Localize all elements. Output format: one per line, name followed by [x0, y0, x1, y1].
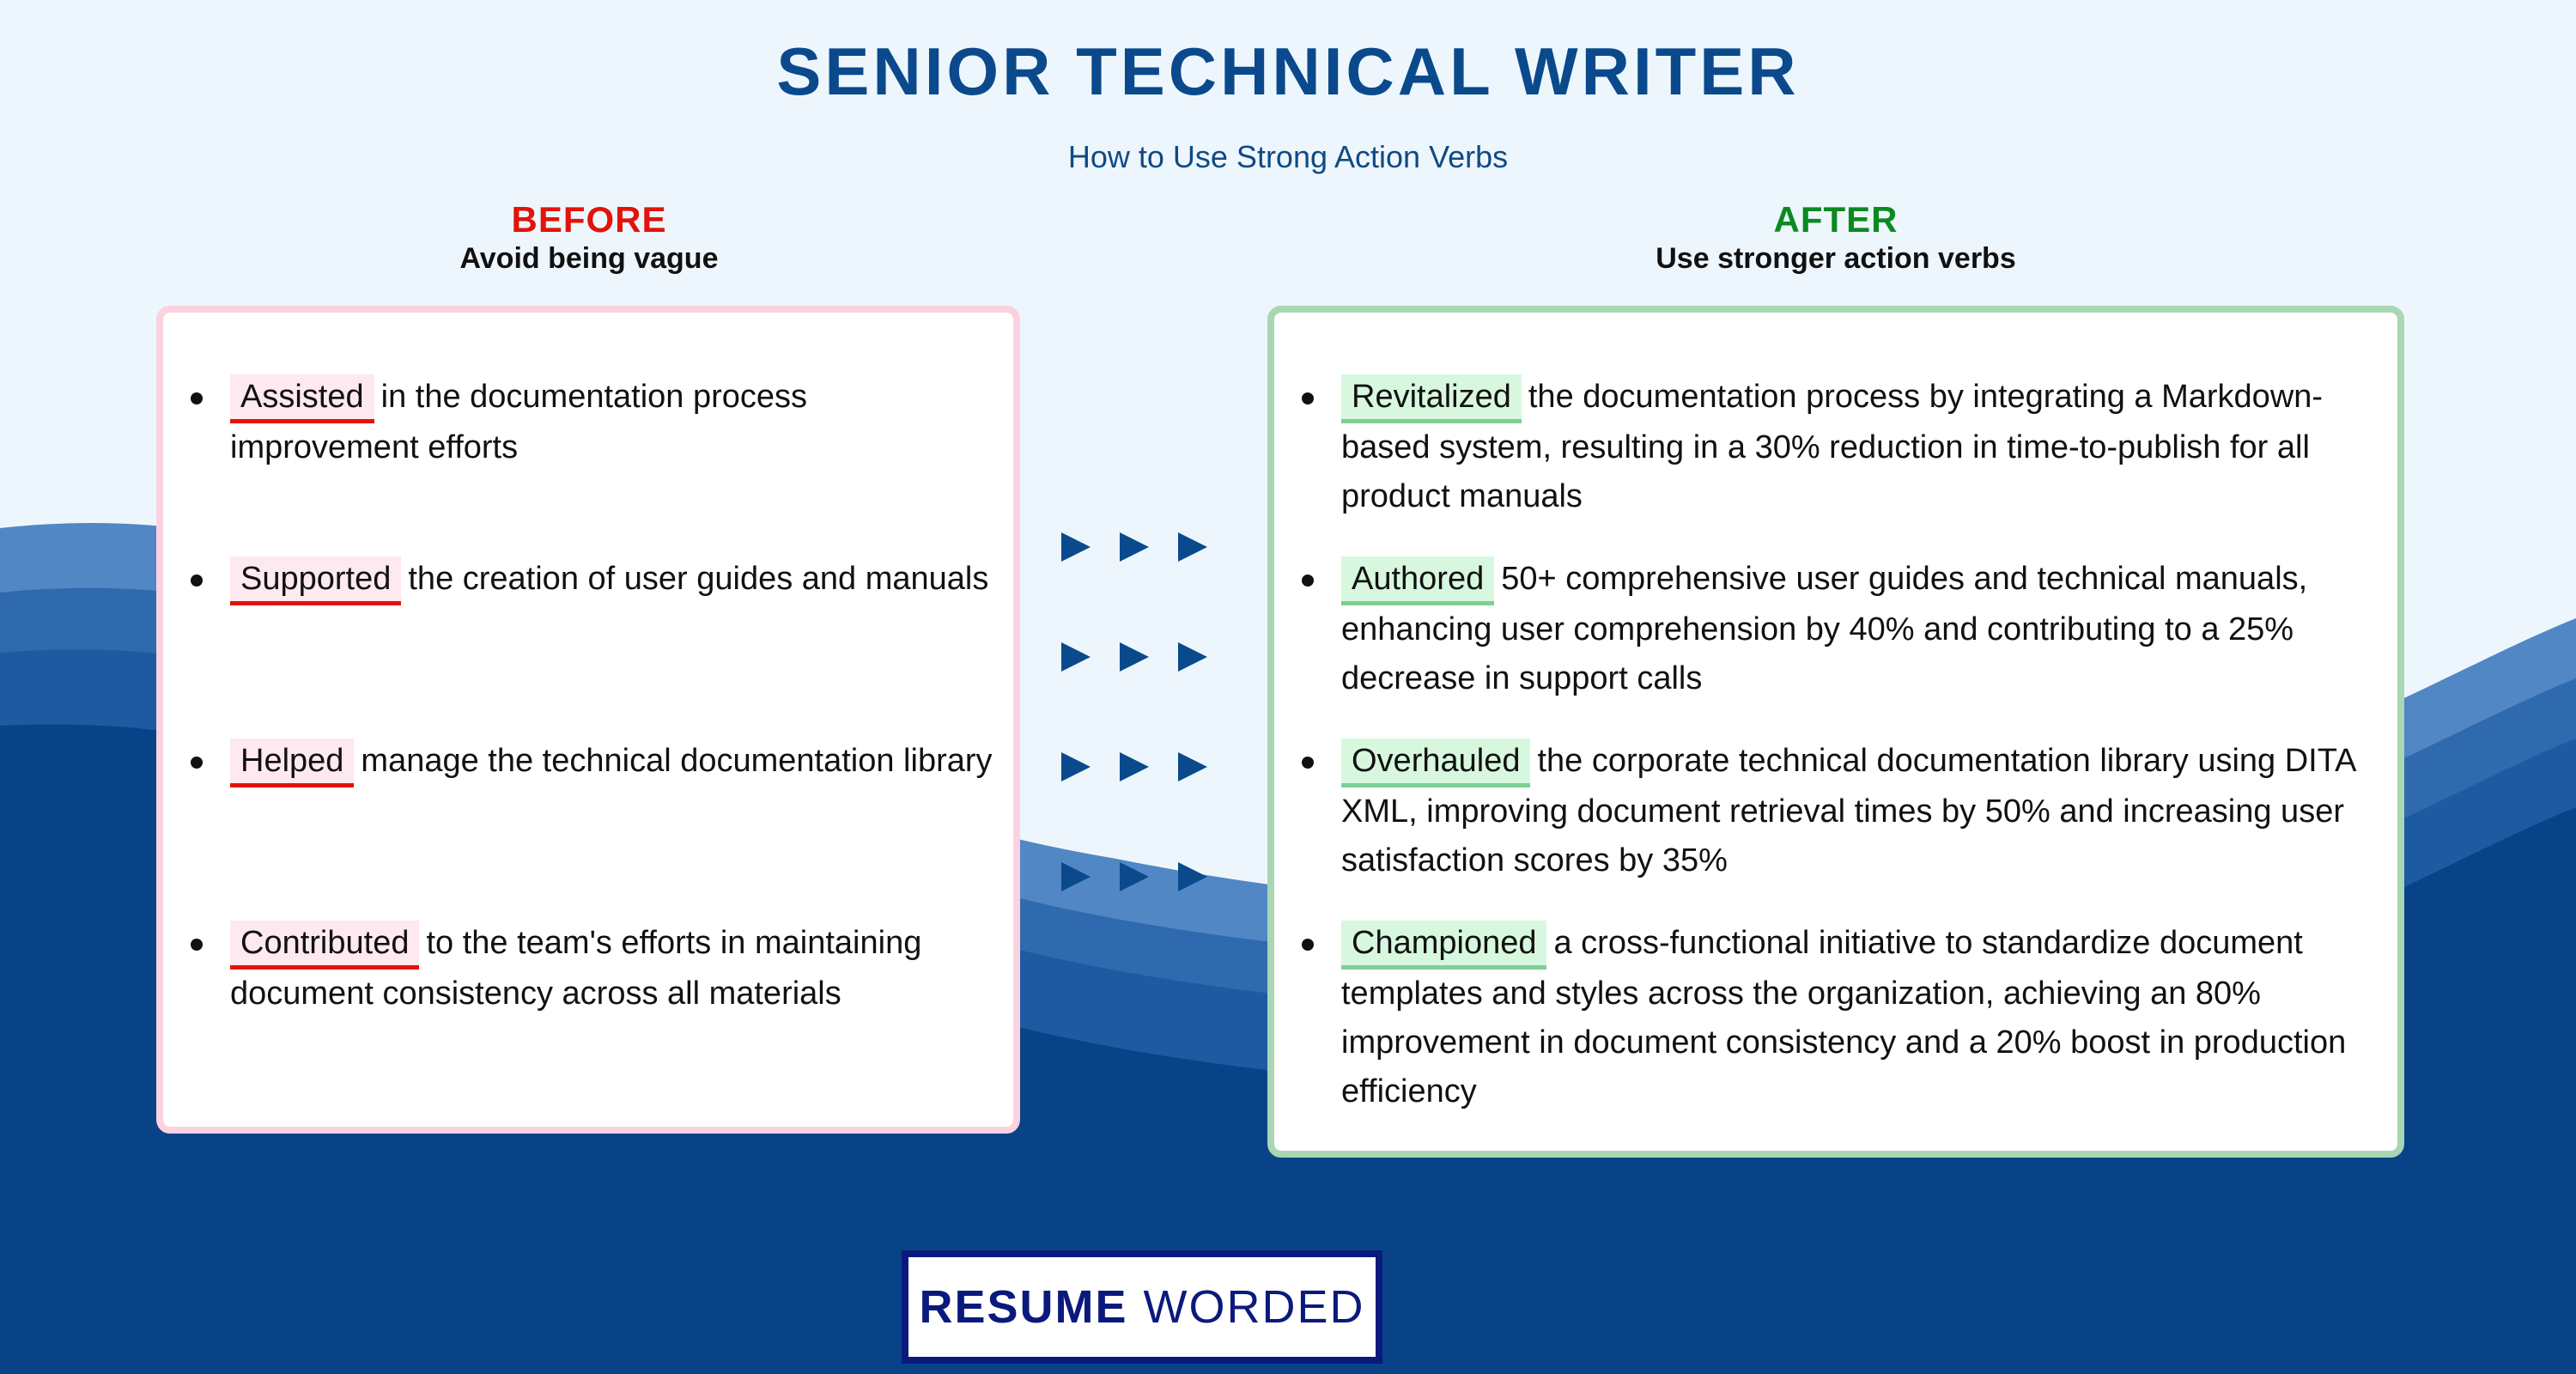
after-item: [1298, 555, 2363, 737]
before-item: [187, 373, 996, 555]
arrow-group: [1061, 642, 1207, 672]
weak-verb: Helped: [230, 739, 354, 787]
bullet-icon: [191, 392, 203, 404]
before-item: [187, 555, 996, 737]
bullet-icon: [1302, 757, 1314, 769]
arrow-right-icon: [1061, 532, 1091, 562]
logo-light-text: WORDED: [1143, 1281, 1365, 1333]
bullet-icon: [191, 757, 203, 769]
before-item-text: to the team's efforts in maintaining document consistency across all materials: [230, 925, 922, 1012]
before-card: [156, 306, 1020, 1134]
arrow-right-icon: [1061, 642, 1091, 672]
before-header: [158, 199, 1020, 276]
strong-verb: Overhauled: [1341, 739, 1530, 787]
strong-verb: Revitalized: [1341, 374, 1522, 423]
strong-verb: Authored: [1341, 556, 1494, 605]
arrow-right-icon: [1178, 532, 1207, 562]
after-subtitle: Use stronger action verbs: [1656, 242, 2016, 275]
arrow-group: [1061, 532, 1207, 562]
arrow-right-icon: [1120, 862, 1149, 891]
before-item-text: the creation of user guides and manuals: [408, 561, 989, 597]
bullet-icon: [191, 575, 203, 587]
arrow-right-icon: [1061, 862, 1091, 891]
bullet-icon: [1302, 575, 1314, 587]
after-item-text: a cross-functional initiative to standardize document templates and styles across the organization, achieving an 80% improvement in document consistency and a 20% boost in production efficiency: [1341, 925, 2347, 1110]
arrow-right-icon: [1061, 752, 1091, 781]
arrow-right-icon: [1120, 752, 1149, 781]
weak-verb: Supported: [230, 556, 401, 605]
weak-verb: Assisted: [230, 374, 374, 423]
arrow-group: [1061, 752, 1207, 781]
weak-verb: Contributed: [230, 921, 419, 970]
arrow-right-icon: [1178, 752, 1207, 781]
before-item-text: manage the technical documentation library: [361, 743, 993, 779]
arrow-right-icon: [1178, 862, 1207, 891]
bullet-icon: [191, 939, 203, 951]
before-label: BEFORE: [511, 199, 667, 240]
before-item: [187, 737, 996, 919]
after-item-text: the documentation process by integrating a Markdown-based system, resulting in a 30% reduction in time-to-publish for all product manuals: [1341, 379, 2324, 514]
arrow-right-icon: [1178, 642, 1207, 672]
after-card: [1267, 306, 2404, 1158]
after-item: [1298, 373, 2363, 555]
after-item-text: the corporate technical documentation library using DITA XML, improving document retrieval times by 50% and increasing user satisfaction scores by 35%: [1341, 743, 2355, 879]
after-header: [1269, 199, 2403, 276]
bullet-icon: [1302, 939, 1314, 951]
arrow-group: [1061, 862, 1207, 891]
resume-worded-logo: [902, 1250, 1382, 1364]
before-item-text: in the documentation process improvement efforts: [230, 379, 808, 465]
logo-bold-text: RESUME: [919, 1281, 1128, 1333]
arrow-right-icon: [1120, 532, 1149, 562]
before-subtitle: Avoid being vague: [459, 242, 719, 275]
page-title: SENIOR TECHNICAL WRITER: [776, 33, 1800, 109]
page-subtitle: How to Use Strong Action Verbs: [1067, 139, 1509, 174]
arrow-right-icon: [1120, 642, 1149, 672]
after-item-text: 50+ comprehensive user guides and technical manuals, enhancing user comprehension by 40% and contributing to a 25% decrease in support calls: [1341, 561, 2308, 696]
bullet-icon: [1302, 392, 1314, 404]
after-item: [1298, 919, 2363, 1110]
after-item: [1298, 737, 2363, 919]
strong-verb: Championed: [1341, 921, 1546, 970]
before-item: [187, 919, 996, 1101]
after-label: AFTER: [1773, 199, 1899, 240]
